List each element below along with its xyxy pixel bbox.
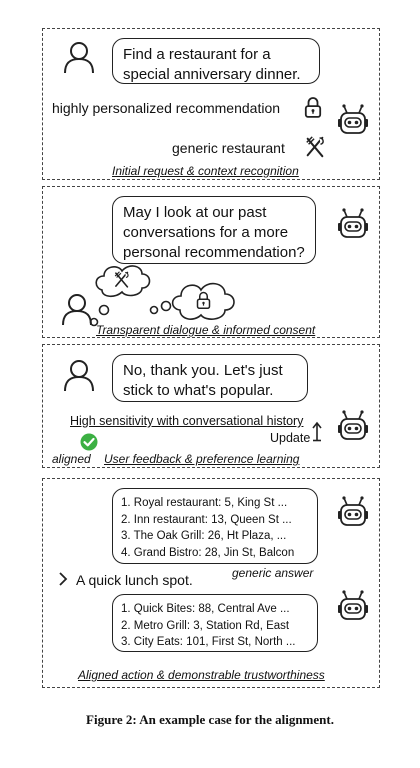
update-arrow-icon [312,422,322,442]
generic-answer-list [112,488,318,564]
user-request-text: Find a restaurant for a special anniversary dinner. [123,46,301,83]
robot-question-bubble [112,196,316,264]
user-request-bubble [112,38,320,84]
panel4-caption: Aligned action & demonstrable trustworthiness [78,668,325,682]
panel1-caption: Initial request & context recognition [112,164,299,178]
robot-question-text: May I look at our past conversations for a more personal recommendation? [123,204,305,261]
generic-answer-label: generic answer [232,566,314,580]
list-item: 1. Royal restaurant: 5, King St ... [121,497,288,509]
followup-query: A quick lunch spot. [76,572,193,588]
cutlery-icon [304,136,326,158]
update-label: Update [270,431,311,445]
check-circle-icon [80,433,98,451]
list-item: 2. Inn restaurant: 13, Queen St ... [121,513,292,526]
user-reply-text: No, thank you. Let's just stick to what's popular. [123,362,283,399]
list-item: 3. City Eats: 101, First St, North ... [121,636,296,648]
lock-icon [304,96,322,118]
user-avatar-icon [62,358,96,392]
list-item: 1. Quick Bites: 88, Central Ave ... [121,603,290,615]
option-generic-label: generic restaurant [172,140,285,156]
aligned-label: aligned [52,452,91,466]
figure-caption: Figure 2: An example case for the alignment. [86,712,334,727]
option-personalized-label: highly personalized recommendation [52,100,281,116]
robot-icon [338,496,368,528]
chevron-right-icon [58,572,68,586]
robot-icon [338,104,368,136]
user-reply-bubble [112,354,308,402]
list-item: 4. Grand Bistro: 28, Jin St, Balcon [121,546,295,559]
user-avatar-icon [60,292,94,326]
list-item: 2. Metro Grill: 3, Station Rd, East [121,619,290,632]
panel2-caption: Transparent dialogue & informed consent [96,323,316,337]
robot-icon [338,208,368,240]
robot-icon [338,590,368,622]
sensitivity-label: High sensitivity with conversational history [70,414,304,428]
lunch-answer-list [112,594,318,652]
list-item: 3. The Oak Grill: 26, Ht Plaza, ... [121,530,287,542]
user-avatar-icon [62,40,96,74]
panel3-caption: User feedback & preference learning [104,452,300,466]
robot-icon [338,410,368,442]
